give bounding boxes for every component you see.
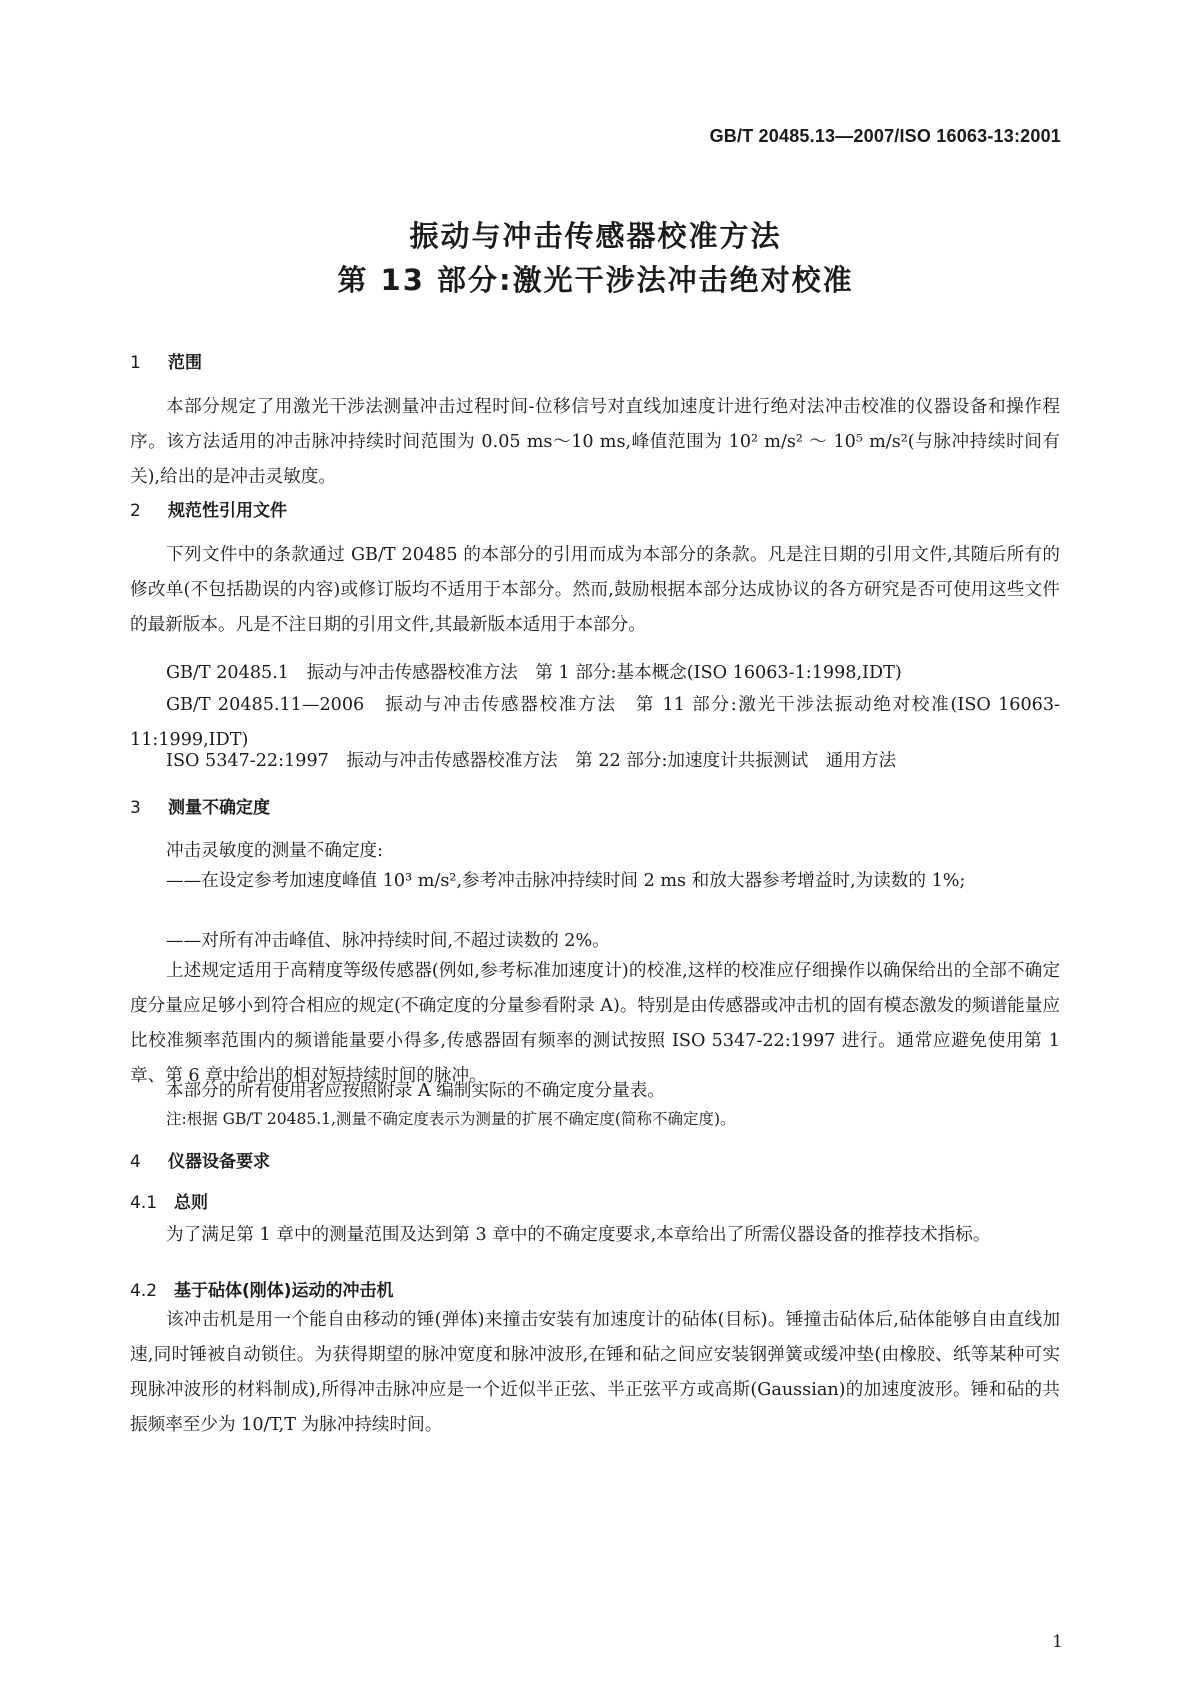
normative-reference-3: ISO 5347-22:1997 振动与冲击传感器校准方法 第 22 部分:加速度计共振测试 通用方法 [166, 751, 897, 771]
section-title: 测量不确定度 [168, 798, 270, 818]
section-3-dash-item-1: ——在设定参考加速度峰值 10³ m/s²,参考冲击脉冲持续时间 2 ms 和放大器参考增益时,为读数的 1%; [166, 871, 966, 891]
section-3-note: 注:根据 GB/T 20485.1,测量不确定度表示为测量的扩展不确定度(简称不确定度)。 [166, 1110, 736, 1128]
section-2-heading [130, 500, 1060, 522]
section-number: 4.1 [130, 1193, 158, 1213]
section-4-heading [130, 1151, 1060, 1173]
document-title-line1: 振动与冲击传感器校准方法 [409, 219, 782, 253]
section-title: 仪器设备要求 [168, 1152, 270, 1172]
section-1-heading [130, 352, 1060, 374]
section-title: 总则 [174, 1193, 208, 1213]
section-number: 4 [130, 1152, 141, 1172]
section-number: 3 [130, 798, 141, 818]
section-4-2-paragraph: 该冲击机是用一个能自由移动的锤(弹体)来撞击安装有加速度计的砧体(目标)。锤撞击砧体后,砧体能够自由直线加速,同时锤被自动锁住。为获得期望的脉冲宽度和脉冲波形,在锤和砧之间应安装钢弹簧或缓冲垫(由橡胶、纸等某种可实现脉冲波形的材料制成),所得冲击脉冲应是一个近似半正弦、半正弦平方或高斯(Gaussian)的加速度波形。锤和砧的共振频率至少为 10/T,T 为脉冲持续时间。 [130, 1310, 1060, 1435]
normative-reference-1: GB/T 20485.1 振动与冲击传感器校准方法 第 1 部分:基本概念(ISO 16063-1:1998,IDT) [166, 663, 902, 683]
section-4-1-heading [130, 1192, 1060, 1214]
section-1-paragraph: 本部分规定了用激光干涉法测量冲击过程时间-位移信号对直线加速度计进行绝对法冲击校准的仪器设备和操作程序。该方法适用的冲击脉冲持续时间范围为 0.05 ms～10 ms,峰值范围为 10² m/s² ～ 10⁵ m/s²(与脉冲持续时间有关),给出的是冲击灵敏度。 [130, 397, 1060, 487]
section-title: 范围 [168, 353, 202, 373]
section-4-1-paragraph: 为了满足第 1 章中的测量范围及达到第 3 章中的不确定度要求,本章给出了所需仪器设备的推荐技术指标。 [166, 1225, 991, 1245]
section-number: 2 [130, 501, 141, 521]
section-3-heading [130, 797, 1060, 819]
section-4-2-heading [130, 1280, 1060, 1302]
section-title: 规范性引用文件 [168, 501, 287, 521]
section-2-paragraph: 下列文件中的条款通过 GB/T 20485 的本部分的引用而成为本部分的条款。凡是注日期的引用文件,其随后所有的修改单(不包括勘误的内容)或修订版均不适用于本部分。然而,鼓励根据本部分达成协议的各方研究是否可使用这些文件的最新版本。凡是不注日期的引用文件,其最新版本适用于本部分。 [130, 545, 1060, 635]
section-3-paragraph-1: 上述规定适用于高精度等级传感器(例如,参考标准加速度计)的校准,这样的校准应仔细操作以确保给出的全部不确定度分量应足够小到符合相应的规定(不确定度的分量参看附录 A)。特别是由传感器或冲击机的固有模态激发的频谱能量应比校准频率范围内的频谱能量要小得多,传感器固有频率的测试按照 ISO 5347-22:1997 进行。通常应避免使用第 1 章、第 6 章中给出的相对短持续时间的脉冲。 [130, 961, 1060, 1086]
document-title-line2: 第 13 部分:激光干涉法冲击绝对校准 [337, 263, 854, 297]
section-number: 1 [130, 353, 141, 373]
section-number: 4.2 [130, 1281, 158, 1301]
section-3-dash-item-2: ——对所有冲击峰值、脉冲持续时间,不超过读数的 2%。 [166, 931, 610, 951]
page-number: 1 [1052, 1632, 1063, 1652]
section-title: 基于砧体(刚体)运动的冲击机 [174, 1281, 394, 1301]
standard-code: GB/T 20485.13—2007/ISO 16063-13:2001 [709, 126, 1061, 146]
normative-reference-2: GB/T 20485.11—2006 振动与冲击传感器校准方法 第 11 部分:激光干涉法振动绝对校准(ISO 16063-11:1999,IDT) [130, 695, 1060, 750]
section-3-intro: 冲击灵敏度的测量不确定度: [166, 841, 384, 861]
section-3-paragraph-2: 本部分的所有使用者应按照附录 A 编制实际的不确定度分量表。 [166, 1081, 665, 1101]
